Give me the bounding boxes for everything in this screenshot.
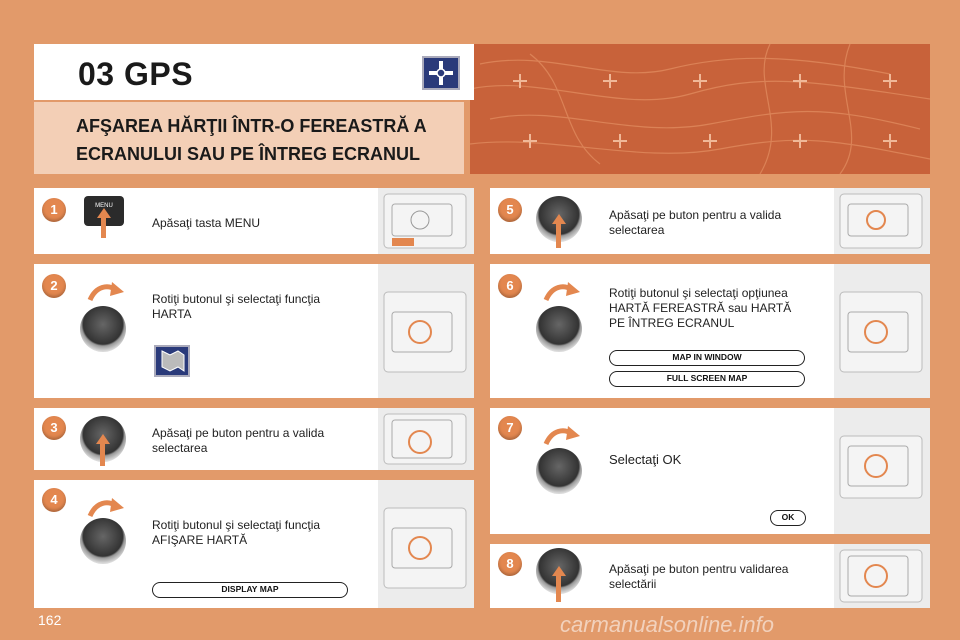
menu-key: MENU	[84, 196, 124, 226]
step-text: Selectaţi OK	[609, 452, 682, 467]
console-illustration	[836, 546, 926, 606]
press-arrow-head	[96, 434, 110, 444]
step-text: Rotiţi butonul şi selectaţi funcţia AFIŞARE HARTĂ	[152, 518, 321, 547]
section-heading: AFŞAREA HĂRŢII ÎNTR-O FEREASTRĂ A ECRANULUI SAU PE ÎNTREG ECRANUL	[76, 116, 426, 164]
map-in-window-option[interactable]: MAP IN WINDOW	[609, 350, 805, 366]
console-illustration	[380, 504, 470, 594]
press-arrow	[556, 574, 561, 602]
step-number: 5	[498, 198, 522, 222]
rotate-arrow-icon	[86, 280, 126, 304]
step-text: Apăsaţi pe buton pentru validarea selectării	[609, 562, 789, 591]
full-screen-map-option[interactable]: FULL SCREEN MAP	[609, 371, 805, 387]
rotate-arrow-icon	[86, 496, 126, 520]
press-arrow-head	[552, 566, 566, 576]
step-number: 7	[498, 416, 522, 440]
display-map-option[interactable]: DISPLAY MAP	[152, 582, 348, 598]
step-number: 4	[42, 488, 66, 512]
rotary-knob	[80, 518, 126, 564]
rotary-knob	[536, 448, 582, 494]
press-arrow	[556, 222, 561, 248]
press-arrow-head	[97, 208, 111, 218]
press-arrow	[101, 216, 106, 238]
step-number: 1	[42, 198, 66, 222]
console-illustration	[380, 410, 470, 468]
page-number: 162	[38, 612, 62, 628]
rotate-arrow-icon	[542, 424, 582, 448]
press-arrow-head	[552, 214, 566, 224]
step-number: 2	[42, 274, 66, 298]
page-title: 03 GPS	[78, 56, 194, 92]
console-illustration	[380, 288, 470, 378]
step-text: Apăsaţi tasta MENU	[152, 216, 261, 230]
gps-crossroad-icon	[422, 56, 460, 90]
console-illustration	[836, 432, 926, 502]
ok-option[interactable]: OK	[770, 510, 806, 526]
console-illustration	[836, 288, 926, 378]
step-number: 8	[498, 552, 522, 576]
watermark: carmanualsonline.info	[560, 612, 775, 637]
step-text: Rotiţi butonul şi selectaţi funcţia HARTA	[152, 292, 321, 321]
console-illustration	[836, 190, 926, 252]
topographic-map-banner	[470, 44, 930, 174]
step-number: 3	[42, 416, 66, 440]
step-text: Apăsaţi pe buton pentru a valida selectarea	[152, 426, 325, 455]
console-illustration	[380, 190, 470, 252]
step-text: Apăsaţi pe buton pentru a valida selectarea	[609, 208, 782, 237]
press-arrow	[100, 442, 105, 466]
step-number: 6	[498, 274, 522, 298]
rotate-arrow-icon	[542, 280, 582, 304]
map-icon	[154, 345, 190, 377]
rotary-knob	[80, 306, 126, 352]
step-text: Rotiţi butonul şi selectaţi opţiunea HARTĂ FEREASTRĂ sau HARTĂ PE ÎNTREG ECRANUL	[609, 286, 792, 330]
rotary-knob	[536, 306, 582, 352]
